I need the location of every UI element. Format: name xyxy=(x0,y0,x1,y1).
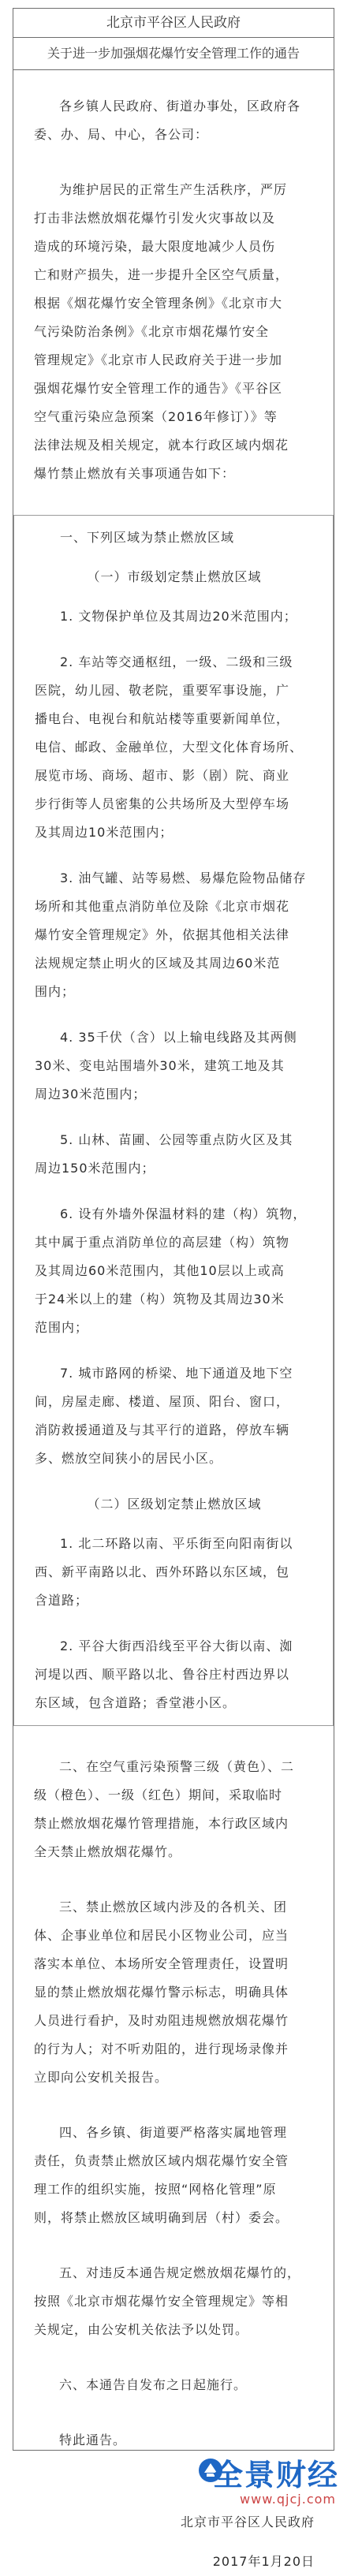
para5-line: 按照《北京市烟花爆竹安全管理规定》等相 xyxy=(34,2294,289,2309)
city-zone-item xyxy=(35,864,314,1006)
district-zone-item-line: 1. 北二环路以南、平乐街至向阳南街以 xyxy=(60,1536,293,1551)
signature-org: 北京市平谷区人民政府 xyxy=(180,2514,315,2529)
paragraph-3 xyxy=(34,1893,315,2092)
city-zone-item-line: 及其周边10米范围内； xyxy=(35,825,174,840)
intro-line: 亡和财产损失，进一步提升全区空气质量， xyxy=(34,267,289,282)
city-zone-item-line: 周边150米范围内； xyxy=(35,1161,155,1176)
district-zone-item xyxy=(35,1632,314,1717)
closing-line: 特此通告。 xyxy=(59,2432,127,2447)
subsection-district-heading: （二）区级划定禁止燃放区域 xyxy=(87,1497,262,1512)
district-zone-item-line: 含道路； xyxy=(35,1593,89,1608)
city-zone-item-line: 1. 文物保护单位及其周边20米范围内； xyxy=(60,609,297,624)
city-zone-item-line: 4. 35千伏（含）以上输电线路及其两侧 xyxy=(60,1030,297,1045)
city-zone-item-line: 范围内； xyxy=(35,1320,89,1335)
city-zone-item-line: 播电台、电视台和航站楼等重要新闻单位， xyxy=(35,711,290,726)
city-zone-item-line: 6. 设有外墙外保温材料的建（构）筑物， xyxy=(60,1206,307,1221)
intro-line: 管理规定》《北京市人民政府关于进一步加 xyxy=(34,352,283,367)
city-zone-item-line: 电信、邮政、金融单位，大型文化体育场所、 xyxy=(35,740,304,755)
section-1-box xyxy=(13,515,334,1726)
intro-line: 打击非法燃放烟花爆竹引发火灾事故以及 xyxy=(34,211,276,226)
para4-line: 则，将禁止燃放区域明确到居（村）委会。 xyxy=(34,2210,289,2225)
district-zone-item-line: 东区域，包含道路；香堂港小区。 xyxy=(35,1695,237,1710)
district-zone-item-line: 西、新平南路以北、西外环路以东区域，包 xyxy=(35,1564,290,1579)
city-zone-item-line: 2. 车站等交通枢纽，一级、二级和三级 xyxy=(60,654,293,669)
paragraph-6: 六、本通告自发布之日起施行。 xyxy=(59,2377,248,2392)
para3-line: 的行为人；对不听劝阻的，进行现场录像并 xyxy=(34,2041,289,2056)
city-zone-item xyxy=(35,1200,314,1342)
para5-line: 五、对违反本通告规定燃放烟花爆竹的， xyxy=(59,2265,301,2280)
city-zone-item-line: 场所和其他重点消防单位及除《北京市烟花 xyxy=(35,899,290,914)
city-zone-item-line: 及其周边60米范围内，其他10层以上或高 xyxy=(35,1263,285,1278)
city-zone-item-line: 消防救援通道及与其平行的道路，停放车辆 xyxy=(35,1422,290,1437)
para3-line: 显的禁止燃放烟花爆竹警示标志，明确具体 xyxy=(34,1985,289,2000)
city-zone-item-line: 间，房屋走廊、楼道、屋顶、阳台、窗口， xyxy=(35,1394,290,1409)
city-zone-item-line: 其中属于重点消防单位的高层建（构）筑物 xyxy=(35,1235,290,1250)
city-zone-item-line: 展览市场、商场、超市、影（剧）院、商业 xyxy=(35,768,290,783)
city-zone-item-line: 7. 城市路网的桥梁、地下通道及地下空 xyxy=(60,1366,293,1381)
city-zone-item-line: 爆竹安全管理规定》外，依据其他相关法律 xyxy=(35,927,290,942)
notice-title: 关于进一步加强烟花爆竹安全管理工作的通告 xyxy=(47,46,300,61)
district-zone-item-line: 2. 平谷大街西沿线至平谷大街以南、洳 xyxy=(60,1638,293,1653)
para5-line: 关规定，由公安机关依法予以处罚。 xyxy=(34,2322,249,2337)
city-zone-item-line: 法规规定禁止明火的区域及其周边60米范 xyxy=(35,956,281,971)
para2-line: 级（橙色）、一级（红色）期间，采取临时 xyxy=(34,1788,283,1802)
city-zone-item-line: 多、燃放空间狭小的居民小区。 xyxy=(35,1451,223,1466)
intro-line: 空气重污染应急预案（2016年修订）》等 xyxy=(34,409,278,424)
city-zone-item-line: 30米、变电站围墙外30米，建筑工地及其 xyxy=(35,1058,285,1073)
intro-line: 根据《烟花爆竹安全管理条例》《北京市大 xyxy=(34,296,283,311)
district-zone-list xyxy=(35,1530,314,1717)
district-zone-item xyxy=(35,1530,314,1615)
intro-paragraph xyxy=(34,176,315,488)
city-zone-item-line: 医院，幼儿园、敬老院，重要军事设施，广 xyxy=(35,683,290,698)
para3-line: 落实本单位、本场所安全管理责任，设置明 xyxy=(34,1956,289,1971)
city-zone-item-line: 围内； xyxy=(35,984,76,999)
city-zone-item xyxy=(35,1023,314,1109)
para2-line: 全天禁止燃放烟花爆竹。 xyxy=(34,1844,182,1859)
salutation: 各乡镇人民政府、街道办事处，区政府各委、办、局、中心，各公司： xyxy=(34,99,301,142)
para4-line: 责任，负责禁止燃放区域内烟花爆竹安全管 xyxy=(34,2153,289,2168)
intro-line: 造成的环境污染，最大限度地减少人员伤 xyxy=(34,239,276,254)
city-zone-item-line: 步行街等人员密集的公共场所及大型停车场 xyxy=(35,796,290,811)
city-zone-item xyxy=(35,602,314,631)
signature-date: 2017年1月20日 xyxy=(212,2554,315,2569)
city-zone-item-line: 5. 山林、苗圃、公园等重点防火区及其 xyxy=(60,1132,293,1147)
subsection-city-heading: （一）市级划定禁止燃放区域 xyxy=(87,569,262,584)
city-zone-item xyxy=(35,1126,314,1183)
paragraph-4 xyxy=(34,2119,315,2232)
city-zone-item-line: 周边30米范围内； xyxy=(35,1087,147,1102)
para2-line: 二、在空气重污染预警三级（黄色）、二 xyxy=(59,1759,295,1774)
para3-line: 立即向公安机关报告。 xyxy=(34,2070,169,2085)
intro-line: 法律法规及相关规定，就本行政区域内烟花 xyxy=(34,438,289,453)
intro-line: 爆竹禁止燃放有关事项通告如下： xyxy=(34,466,236,481)
para4-line: 四、各乡镇、街道要严格落实属地管理 xyxy=(59,2125,288,2140)
notice-body xyxy=(13,70,334,2576)
city-zone-item-line: 3. 油气罐、站等易燃、易爆危险物品储存 xyxy=(60,870,307,885)
city-zone-item xyxy=(35,1359,314,1473)
para4-line: 理工作的组织实施，按照“网格化管理”原 xyxy=(34,2182,277,2197)
para3-line: 体、企事业单位和居民小区物业公司，应当 xyxy=(34,1928,289,1943)
intro-line: 强烟花爆竹安全管理工作的通告》《平谷区 xyxy=(34,381,283,396)
watermark-logo xyxy=(197,2451,339,2518)
issuer-heading: 北京市平谷区人民政府 xyxy=(106,15,241,31)
watermark-brand: 全景财经 xyxy=(212,2458,339,2492)
district-zone-item-line: 河堤以西、顺平路以北、鲁谷庄村西边界以 xyxy=(35,1667,290,1682)
city-zone-item xyxy=(35,648,314,847)
watermark-url: www.qjcj.com xyxy=(240,2492,336,2507)
para3-line: 三、禁止燃放区域内涉及的各机关、团 xyxy=(59,1899,288,1914)
para2-line: 禁止燃放烟花爆竹管理措施，本行政区域内 xyxy=(34,1816,289,1831)
paragraph-2 xyxy=(34,1753,315,1866)
section-1-heading: 一、下列区域为禁止燃放区域 xyxy=(60,530,235,545)
intro-line: 气污染防治条例》《北京市烟花爆竹安全 xyxy=(34,324,270,339)
city-zone-item-line: 于24米以上的建（构）筑物及其周边30米 xyxy=(35,1292,285,1307)
city-zone-list xyxy=(35,602,314,1473)
paragraph-5 xyxy=(34,2259,315,2344)
intro-line: 为维护居民的正常生产生活秩序，严厉 xyxy=(59,182,288,197)
para3-line: 人员进行看护，及时劝阻违规燃放烟花爆竹 xyxy=(34,2013,289,2028)
